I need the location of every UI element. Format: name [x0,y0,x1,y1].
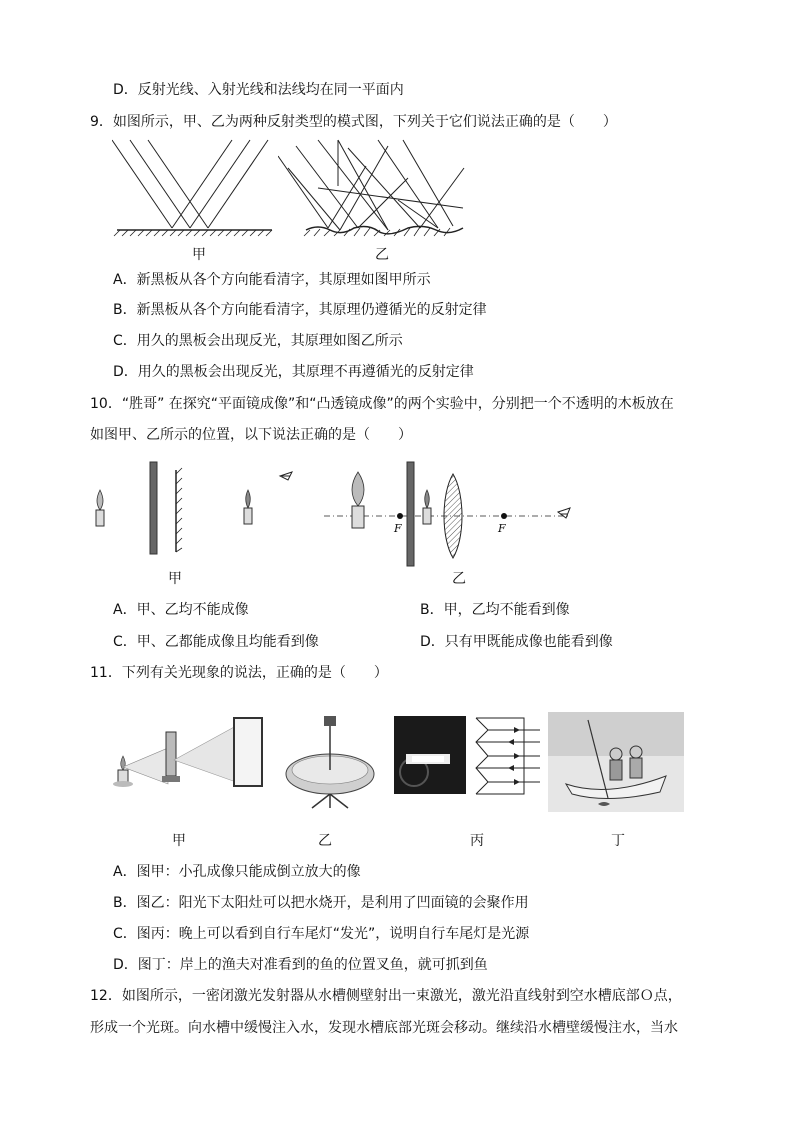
q9-figure-diffuse [278,138,468,238]
q10-option-a: A．甲、乙均不能成像 [113,602,249,618]
q11-stem: 11．下列有关光现象的说法，正确的是（ ） [90,665,388,681]
q11-figure-pinhole [108,712,268,802]
q11-label-jia: 甲 [172,833,186,849]
q11-label-bing: 丙 [470,833,484,849]
q10-option-d: D．只有甲既能成像也能看到像 [420,634,613,650]
q9-label-jia: 甲 [192,247,206,263]
q9-stem: 9．如图所示，甲、乙为两种反射类型的模式图，下列关于它们说法正确的是（ ） [90,114,617,130]
q11-figure-fishing [548,712,684,812]
q11-label-ding: 丁 [611,833,625,849]
q8-option-d: D．反射光线、入射光线和法线均在同一平面内 [113,82,404,98]
q10-option-b: B．甲，乙均不能看到像 [420,602,570,618]
q10-stem-line1: 10．“胜哥” 在探究“平面镜成像”和“凸透镜成像”的两个实验中，分别把一个不透明的木板放在 [90,396,674,412]
q10-label-jia: 甲 [168,571,182,587]
q10-label-yi: 乙 [452,571,466,587]
q10-stem-line2: 如图甲、乙所示的位置，以下说法正确的是（ ） [90,427,412,443]
q10-focal-right: F [498,522,506,535]
q11-option-c: C．图丙：晚上可以看到自行车尾灯“发光”，说明自行车尾灯是光源 [113,926,530,942]
q9-figure-specular [112,138,277,238]
q11-figure-solar-cooker [282,710,382,810]
q9-option-c: C．用久的黑板会出现反光，其原理如图乙所示 [113,333,403,349]
q11-option-a: A．图甲：小孔成像只能成倒立放大的像 [113,864,361,880]
q11-figure-bike-taillight [394,716,542,796]
q12-line1: 12．如图所示，一密闭激光发射器从水槽侧壁射出一束激光，激光沿直线射到空水槽底部Ｏ点， [90,988,682,1004]
q12-line2: 形成一个光斑。向水槽中缓慢注入水，发现水槽底部光斑会移动。继续沿水槽壁缓慢注水，当水 [90,1020,678,1036]
q11-option-d: D．图丁：岸上的渔夫对准看到的鱼的位置叉鱼，就可抓到鱼 [113,957,488,973]
q9-option-d: D．用久的黑板会出现反光，其原理不再遵循光的反射定律 [113,364,474,380]
q9-label-yi: 乙 [375,247,389,263]
q11-option-b: B．图乙：阳光下太阳灶可以把水烧开，是利用了凹面镜的会聚作用 [113,895,529,911]
q10-option-c: C．甲、乙都能成像且均能看到像 [113,634,319,650]
q10-figure-yi [322,460,572,570]
q9-option-b: B．新黑板从各个方向能看清字，其原理仍遵循光的反射定律 [113,302,487,318]
q10-focal-left: F [394,522,402,535]
q10-figure-jia [92,460,302,560]
q11-label-yi: 乙 [318,833,332,849]
q9-option-a: A．新黑板从各个方向能看清字，其原理如图甲所示 [113,272,431,288]
